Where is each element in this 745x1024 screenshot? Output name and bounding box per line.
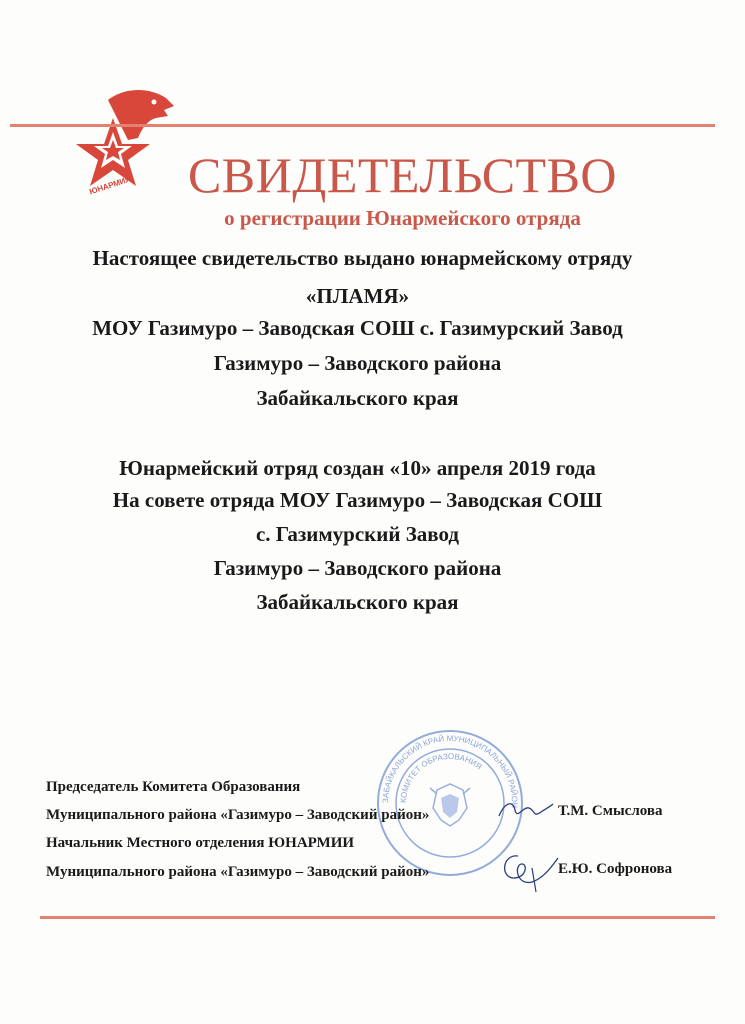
head-title-line-2: Муниципального района «Газимуро – Заводский район» — [46, 864, 430, 880]
chair-title-line-2: Муниципального района «Газимуро – Заводский район» — [46, 807, 430, 823]
top-divider — [10, 124, 715, 127]
creation-line: с. Газимурский Завод — [255, 522, 460, 546]
chair-name: Т.М. Смыслова — [558, 803, 663, 819]
chair-signature — [495, 796, 555, 826]
logo-text: ЮНАРМИЯ — [88, 174, 133, 197]
creation-line: Забайкальского края — [256, 590, 459, 614]
creation-line: На совете отряда МОУ Газимуро – Заводская СОШ — [112, 488, 603, 512]
svg-text:КОМИТЕТ ОБРАЗОВАНИЯ — [399, 752, 484, 803]
unit-name: «ПЛАМЯ» — [305, 284, 410, 308]
issue-line: МОУ Газимуро – Заводская СОШ с. Газимурский Завод — [92, 316, 623, 340]
stamp-outer-text: ЗАБАЙКАЛЬСКИЙ КРАЙ МУНИЦИПАЛЬНЫЙ РАЙОН — [380, 733, 520, 809]
issue-line: Настоящее свидетельство выдано юнармейскому отряду — [92, 246, 633, 270]
head-signature — [492, 848, 562, 896]
head-title-line-1: Начальник Местного отделения ЮНАРМИИ — [46, 835, 355, 851]
issue-line: Забайкальского края — [256, 386, 459, 410]
bottom-divider — [40, 916, 715, 919]
creation-line: Газимуро – Заводского района — [213, 556, 502, 580]
head-name: Е.Ю. Софронова — [558, 861, 673, 877]
eagle-emblem-icon — [430, 784, 470, 826]
chair-title-line-1: Председатель Комитета Образования — [46, 779, 301, 795]
issue-line: Газимуро – Заводского района — [213, 351, 502, 375]
subtitle: о регистрации Юнармейского отряда — [224, 206, 581, 230]
stamp-inner-text: КОМИТЕТ ОБРАЗОВАНИЯ — [398, 751, 484, 804]
creation-line: Юнармейский отряд создан «10» апреля 2019 года — [119, 456, 596, 480]
page-title: СВИДЕТЕЛЬСТВО — [187, 147, 618, 203]
